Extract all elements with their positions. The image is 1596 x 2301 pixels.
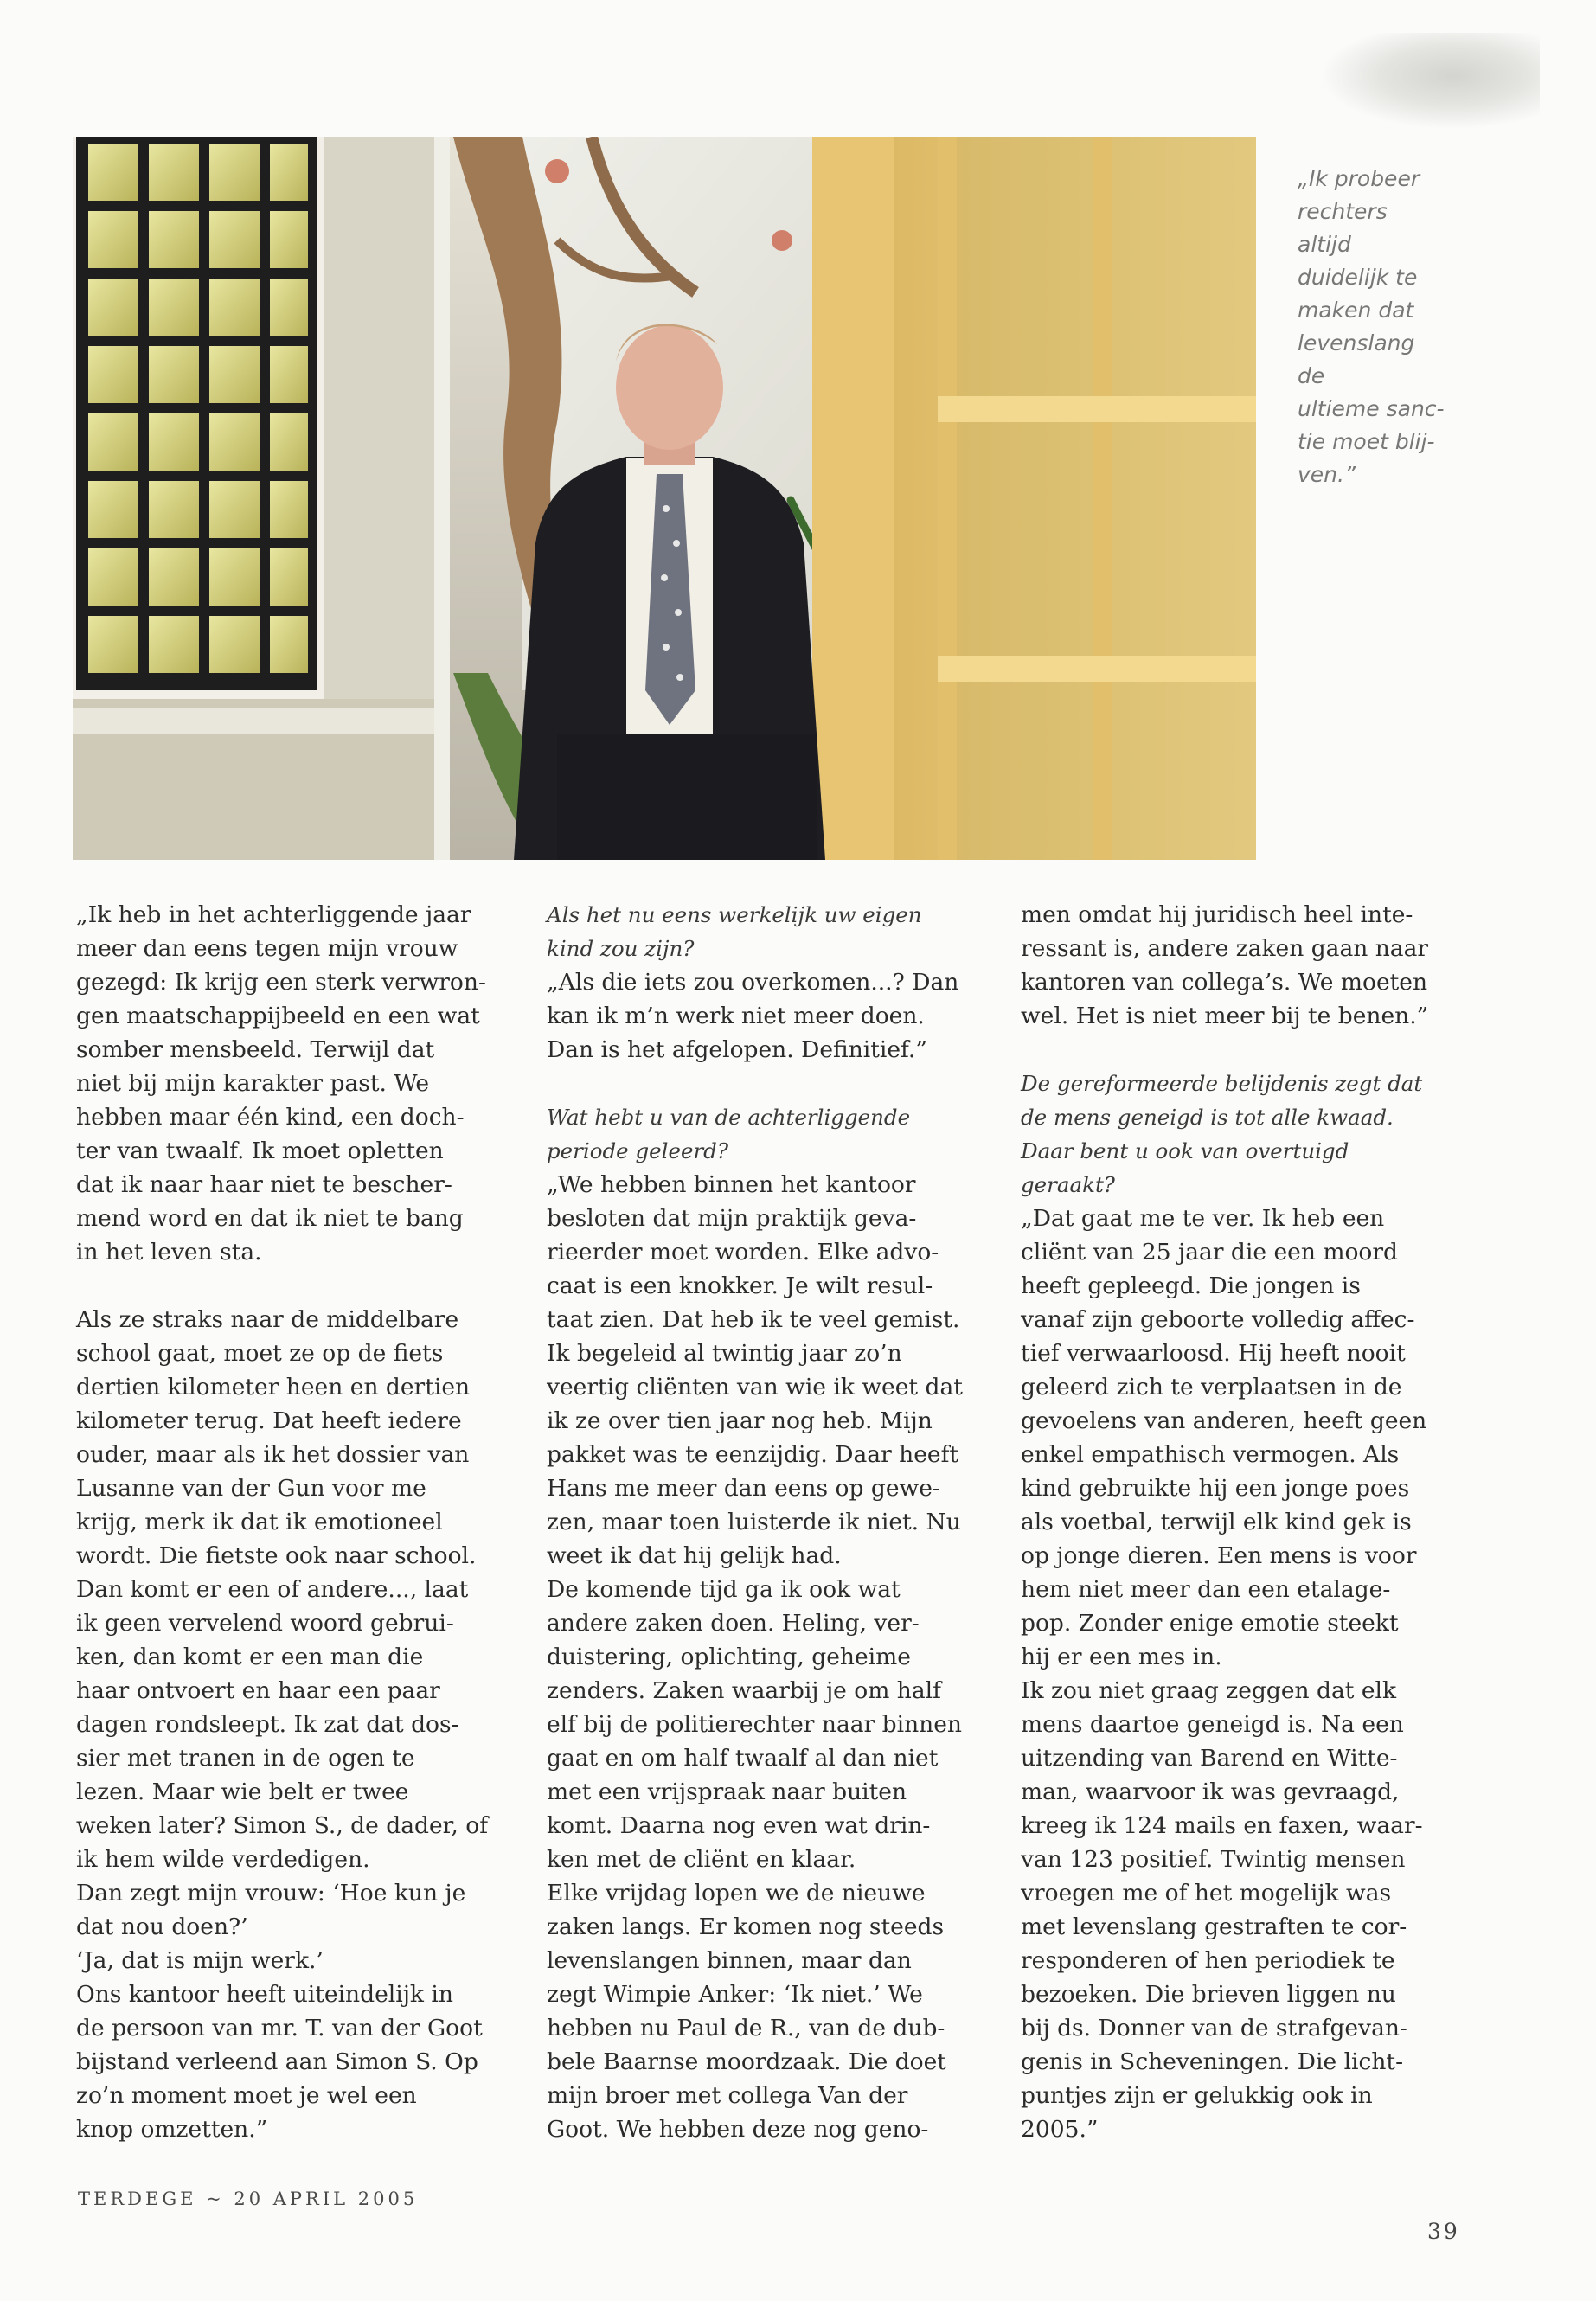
text-column-2 [547, 898, 979, 2146]
text-column-1 [76, 898, 509, 2146]
page-number: 39 [1427, 2219, 1460, 2244]
column3-paragraph-1: men omdat hij juridisch heel inte- ressant is, andere zaken gaan naar kantoren van collega’s. We moeten wel. Het is niet meer bij te benen.” [1021, 901, 1429, 1029]
column1-paragraph-2: Als ze straks naar de middelbare school gaat, moet ze op de fiets dertien kilometer heen en dertien kilometer terug. Dat heeft iedere ouder, maar als ik het dossier van Lusanne van der Gun voor me krijg, merk ik dat ik emotioneel wordt. Die fietste ook naar school. Dan komt er een of andere..., laat ik geen vervelend woord gebrui- ken, dan komt er een man die haar ontvoert en haar een paar dagen rondsleept. Ik zat dat dos- sier met tranen in de ogen te lezen. Maar wie belt er twee weken later? Simon S., de dader, of ik hem wilde verdedigen. Dan zegt mijn vrouw: ‘Hoe kun je dat nou doen?’ ‘Ja, dat is mijn werk.’ Ons kantoor heeft uiteindelijk in de persoon van mr. T. van der Goot bijstand verleend aan Simon S. Op zo’n moment moet je wel een knop omzetten.” [76, 1306, 489, 2143]
interview-answer-2: „We hebben binnen het kantoor besloten dat mijn praktijk geva- rieerder moet worden. Elke advo- caat is een knokker. Je wilt resul- taat zien. Dat heb ik te veel gemist. Ik begeleid al twintig jaar zo’n veertig cliënten van wie ik weet dat ik ze over tien jaar nog heb. Mijn pakket was te eenzijdig. Daar heeft Hans me meer dan eens op gewe- zen, maar toen luisterde ik niet. Nu weet ik dat hij gelijk had. De komende tijd ga ik ook wat andere zaken doen. Heling, ver- duistering, oplichting, geheime zenders. Zaken waarbij je om half elf bij de politierechter naar binnen gaat en om half twaalf al dan niet met een vrijspraak naar buiten komt. Daarna nog even wat drin- ken met de cliënt en klaar. Elke vrijdag lopen we de nieuwe zaken langs. Er komen nog steeds levenslangen binnen, maar dan zegt Wimpie Anker: ‘Ik niet.’ We hebben nu Paul de R., van de dub- bele Baarnse moordzaak. Die doet mijn broer met collega Van der Goot. We hebben deze nog geno- [547, 1171, 963, 2143]
pull-quote: „Ik probeer rechters altijd duidelijk te maken dat levenslang de ultieme sanc- tie moet blij- ven.” [1298, 166, 1445, 487]
interview-question-2: Wat hebt u van de achterliggende periode geleerd? [547, 1105, 911, 1163]
interview-answer-1: „Als die iets zou overkomen...? Dan kan ik m’n werk niet meer doen. Dan is het afgelopen. Definitief.” [547, 969, 959, 1063]
portrait-photo [73, 137, 1256, 860]
text-column-3 [1021, 898, 1445, 2146]
interview-question-1: Als het nu eens werkelijk uw eigen kind zou zijn? [547, 902, 922, 961]
publication-footer: TERDEGE ~ 20 APRIL 2005 [78, 2189, 419, 2209]
corner-decoration [1324, 33, 1540, 128]
interview-answer-3: „Dat gaat me te ver. Ik heb een cliënt van 25 jaar die een moord heeft gepleegd. Die jongen is vanaf zijn geboorte volledig affec- tief verwaarloosd. Hij heeft nooit geleerd zich te verplaatsen in de gevoelens van anderen, heeft geen enkel empathisch vermogen. Als kind gebruikte hij een jonge poes als voetbal, terwijl elk kind gek is op jonge dieren. Een mens is voor hem niet meer dan een etalage- pop. Zonder enige emotie steekt hij er een mes in. Ik zou niet graag zeggen dat elk mens daartoe geneigd is. Na een uitzending van Barend en Witte- man, waarvoor ik was gevraagd, kreeg ik 124 mails en faxen, waar- van 123 positief. Twintig mensen vroegen me of het mogelijk was met levenslang gestraften te cor- responderen of hen periodiek te bezoeken. Die brieven liggen nu bij ds. Donner van de strafgevan- genis in Scheveningen. Die licht- puntjes zijn er gelukkig ook in 2005.” [1021, 1205, 1427, 2143]
column1-paragraph-1: „Ik heb in het achterliggende jaar meer dan eens tegen mijn vrouw gezegd: Ik krijg een sterk verwron- gen maatschappijbeeld en een wat somber mensbeeld. Terwijl dat niet bij mijn karakter past. We hebben maar één kind, een doch- ter van twaalf. Ik moet opletten dat ik naar haar niet te bescher- mend word en dat ik niet te bang in het leven sta. [76, 901, 486, 1266]
interview-question-3: De gereformeerde belijdenis zegt dat de mens geneigd is tot alle kwaad. Daar bent u ook van overtuigd geraakt? [1021, 1071, 1423, 1197]
